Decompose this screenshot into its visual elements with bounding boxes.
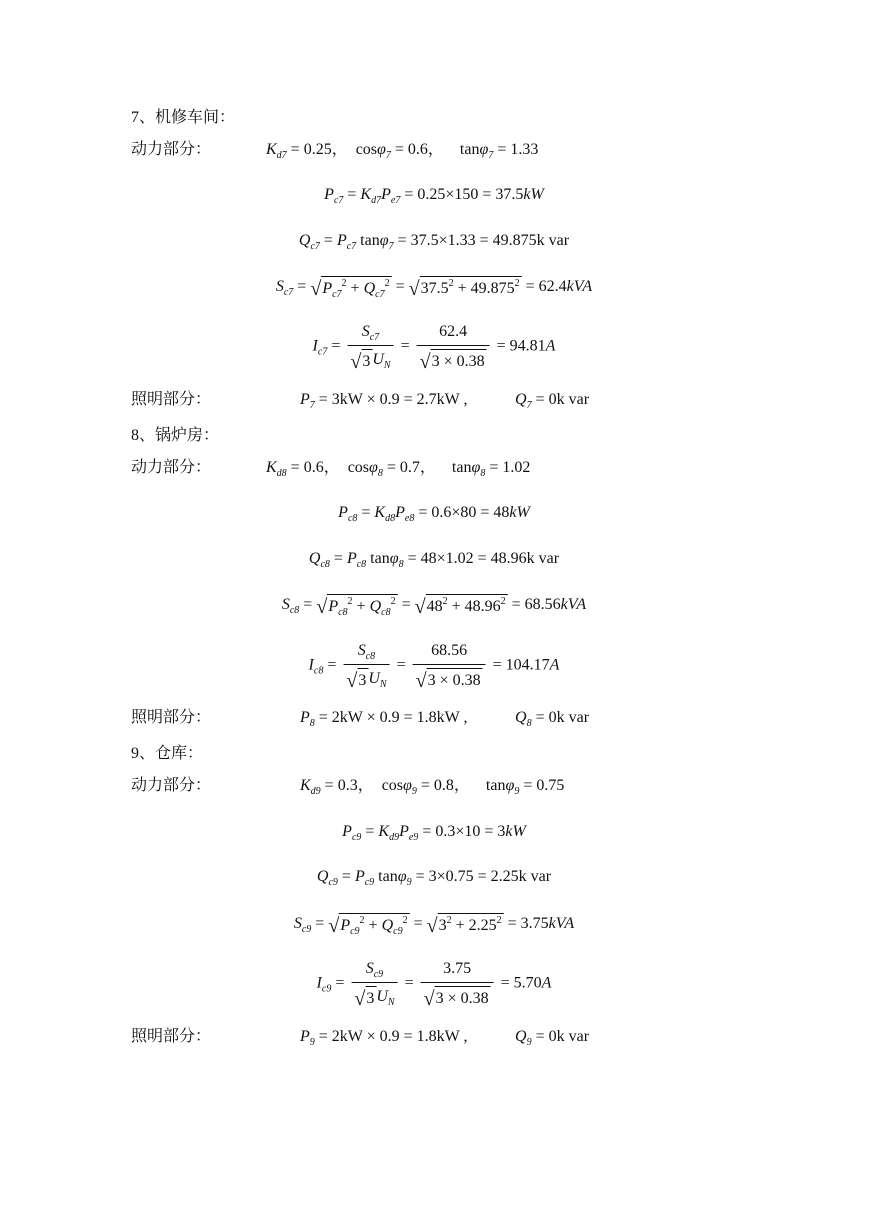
pc-formula-9: $P_{c9} = K_{d9}P_{e9} = 0.3\times 10 = 3kW$ [342,823,526,843]
ic-formula-7: $I_{c7}$ = $S_{c7}$ √ 3 $U_N$ = 62.4 √ 3 × 0.38 = 94.81A [312,323,556,373]
qc-formula-7: $Q_{c7} = P_{c7}$ tanφ$_7$ = 37.5×1.33 = 49.875k var [298,232,570,252]
ic-formula-9: $I_{c9}$ = $S_{c9}$ √ 3 $U_N$ = 3.75 √ 3 × 0.38 = 5.70A [316,960,552,1010]
qc-formula-9: $Q_{c9} = P_{c9}$ tanφ$_9$ = 3×0.75 = 2.25k var [316,868,552,888]
light-formula-7: $P_7 = 3kW \times 0.9 = 2.7kW$ , [300,391,468,411]
light-q-8: $Q_8 = 0k$ var [515,709,590,729]
pc-formula-7: $P_{c7} = K_{d7}P_{e7} = 0.25\times 150 = 37.5kW$ [324,186,544,206]
sc-formula-8: $S_{c8}$ = √ $P_{c8}^2 + Q_{c8}^2$ = √ $48^2 + 48.96^2$ = 68.56kVA [281,596,587,618]
power-label-9: 动力部分： [131,777,212,794]
section-title-8: 8、锅炉房： [131,427,220,444]
light-label-9: 照明部分： [131,1028,212,1045]
power-label-7: 动力部分： [131,141,212,158]
sc-formula-9: $S_{c9}$ = √ $P_{c9}^2 + Q_{c9}^2$ = √ $3^2 + 2.25^2$ = 3.75kVA [293,915,575,937]
section-title-7: 7、机修车间： [131,109,236,126]
params-8: $K_{d8} = 0.6$， cosφ$_8$ = 0.7， tanφ$_8$ = 1.02 [266,459,531,479]
light-formula-9: $P_9 = 2kW \times 0.9 = 1.8kW$ , [300,1028,468,1048]
light-label-7: 照明部分： [131,391,212,408]
pc-formula-8: $P_{c8} = K_{d8}P_{e8} = 0.6\times 80 = 48kW$ [338,504,530,524]
power-label-8: 动力部分： [131,459,212,476]
light-q-7: $Q_7 = 0k$ var [515,391,590,411]
sc-formula-7: $S_{c7}$ = √ $P_{c7}^2 + Q_{c7}^2$ = √ $37.5^2 + 49.875^2$ = 62.4kVA [275,278,593,300]
params-7: $K_{d7} = 0.25$， cosφ$_7$ = 0.6， tanφ$_7$ = 1.33 [266,141,539,161]
light-label-8: 照明部分： [131,709,212,726]
section-title-9: 9、仓库： [131,745,204,762]
light-q-9: $Q_9 = 0k$ var [515,1028,590,1048]
params-9: $K_{d9} = 0.3$， cosφ$_9$ = 0.8， tanφ$_9$ = 0.75 [300,777,565,797]
ic-formula-8: $I_{c8}$ = $S_{c8}$ √ 3 $U_N$ = 68.56 √ 3 × 0.38 = 104.17A [308,642,560,692]
light-formula-8: $P_8 = 2kW \times 0.9 = 1.8kW$ , [300,709,468,729]
qc-formula-8: $Q_{c8} = P_{c8}$ tanφ$_8$ = 48×1.02 = 48.96k var [308,550,560,570]
